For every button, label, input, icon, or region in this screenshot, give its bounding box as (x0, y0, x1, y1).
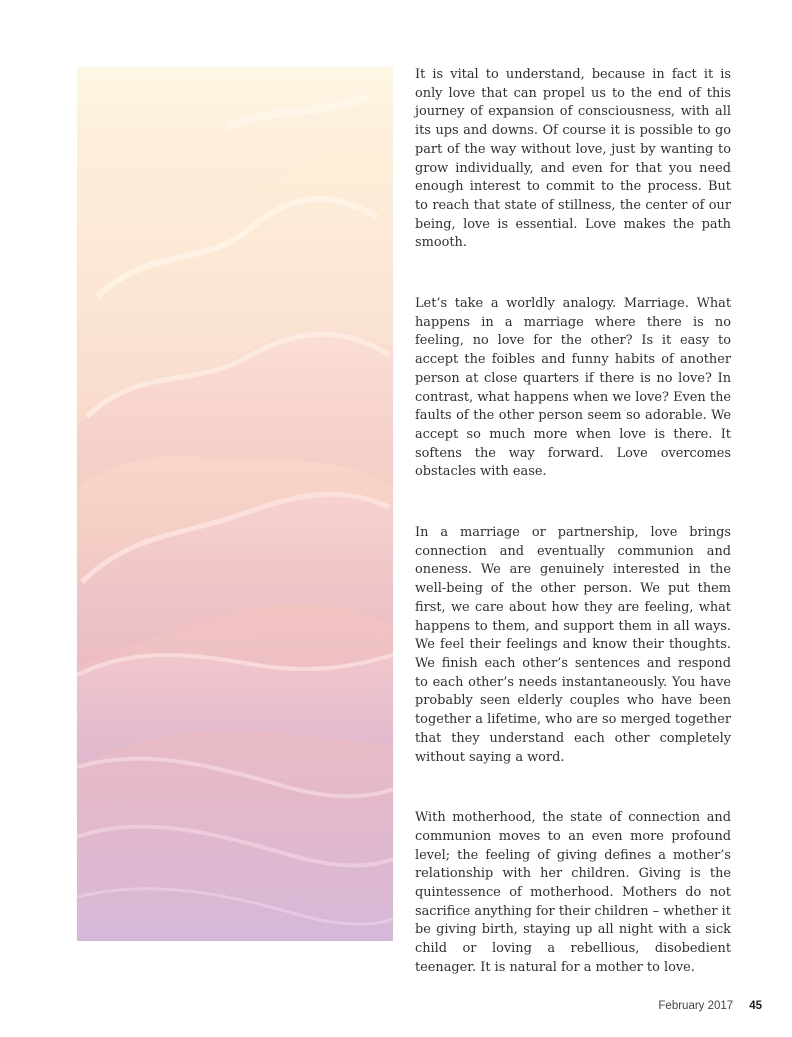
paragraph-3: In a marriage or partnership, love brings connection and eventually communion and oneness. We are genuinely interested in the well-being of the other person. We put them first, we care about how they are feeling, what happens to them, and support them in all ways. We feel their feelings and know their thoughts. We finish each other’s sentences and respond to each other’s needs instantaneously. You have probably seen elderly couples who have been together a lifetime, who are so merged together that they understand each other completely without saying a word. (415, 525, 731, 765)
issue-date: February 2017 (658, 1000, 734, 1012)
rose-petals-illustration (77, 67, 393, 941)
page-footer (658, 998, 762, 1014)
paragraph-4: With motherhood, the state of connection and communion moves to an even more profound level; the feeling of giving defines a mother’s relationship with her children. Giving is the quintessence of motherhood. Mothers do not sacrifice anything for their children – whether it be giving birth, staying up all night with a sick child or loving a rebellious, disobedient teenager. It is natural for a mother to love. (415, 810, 731, 975)
paragraph-1: It is vital to understand, because in fact it is only love that can propel us to the end of this journey of expansion of consciousness, with all its ups and downs. Of course it is possible to go part of the way without love, just by wanting to grow individually, and even for that you need enough interest to commit to the process. But to reach that state of stillness, the center of our being, love is essential. Love makes the path smooth. (415, 67, 731, 251)
rose-petals-image (77, 67, 393, 941)
paragraph-2: Let’s take a worldly analogy. Marriage. What happens in a marriage where there is no feeling, no love for the other? Is it easy to accept the foibles and funny habits of another person at close quarters if there is no love? In contrast, what happens when we love? Even the faults of the other person seem so adorable. We accept so much more when love is there. It softens the way forward. Love overcomes obstacles with ease. (415, 296, 731, 480)
article-body (415, 66, 731, 978)
page-number: 45 (749, 1000, 762, 1012)
